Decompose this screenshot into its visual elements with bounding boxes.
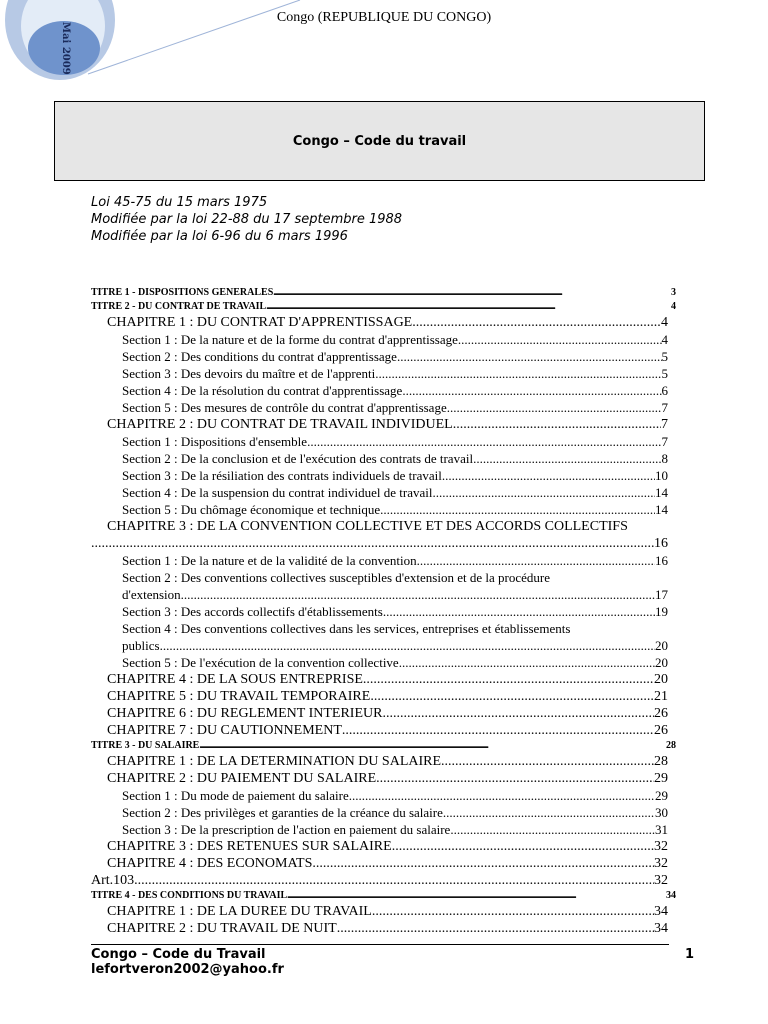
toc-entry-section[interactable]: Section 5 : Des mesures de contrôle du contrat d'apprentissage ..... 7 xyxy=(122,399,668,416)
law-references xyxy=(91,194,402,245)
toc-entry-titre-3[interactable]: TITRE 3 - DU SALAIRE ..... 28 xyxy=(91,739,676,753)
toc-entry-titre-4[interactable]: TITRE 4 - DES CONDITIONS DU TRAVAIL ..... 34 xyxy=(91,889,676,903)
toc-entry-titre-2[interactable]: TITRE 2 - DU CONTRAT DE TRAVAIL ..... 4 xyxy=(91,300,676,314)
title-box xyxy=(54,101,705,181)
toc-entry-section[interactable]: Section 3 : Des accords collectifs d'établissements ..... 19 xyxy=(122,603,668,620)
toc-entry-section[interactable]: Section 1 : De la nature et de la forme du contrat d'apprentissage ..... 4 xyxy=(122,331,668,348)
law-line: Loi 45-75 du 15 mars 1975 xyxy=(91,195,268,210)
toc-entry-chapitre[interactable]: CHAPITRE 6 : DU REGLEMENT INTERIEUR ..... 26 xyxy=(107,705,668,722)
toc-entry-chapitre[interactable]: CHAPITRE 2 : DU PAIEMENT DU SALAIRE ..... 29 xyxy=(107,770,668,787)
toc-entry-section[interactable]: Section 2 : De la conclusion et de l'exécution des contrats de travail ..... 8 xyxy=(122,450,668,467)
toc-entry-section[interactable]: Section 1 : De la nature et de la validité de la convention ..... 16 xyxy=(122,552,668,569)
document-title: Congo – Code du travail xyxy=(292,133,467,149)
toc-entry-section[interactable]: Section 2 : Des conditions du contrat d'apprentissage ..... 5 xyxy=(122,348,668,365)
toc-entry-chapitre[interactable]: CHAPITRE 1 : DE LA DUREE DU TRAVAIL ..... 34 xyxy=(107,903,668,920)
footer xyxy=(91,947,284,977)
toc-entry-section[interactable]: Section 4 : De la suspension du contrat individuel de travail ..... 14 xyxy=(122,484,668,501)
footer-email: lefortveron2002@yahoo.fr xyxy=(91,962,284,977)
toc-entry-section[interactable]: Section 4 : De la résolution du contrat d'apprentissage ..... 6 xyxy=(122,382,668,399)
footer-divider xyxy=(91,944,669,945)
toc-entry-chapitre[interactable]: CHAPITRE 1 : DU CONTRAT D'APPRENTISSAGE ..... 4 xyxy=(107,314,668,331)
toc-entry-section[interactable]: Section 3 : De la résiliation des contrats individuels de travail ..... 10 xyxy=(122,467,668,484)
toc-entry-section[interactable]: Section 5 : De l'exécution de la convention collective ..... 20 xyxy=(122,654,668,671)
toc-entry-section[interactable]: Section 2 : Des conventions collectives susceptibles d'extension et de la procédure d'extension ..... 17 xyxy=(122,569,668,603)
toc-entry-chapitre[interactable]: CHAPITRE 1 : DE LA DETERMINATION DU SALAIRE ..... 28 xyxy=(107,753,668,770)
toc-entry-section[interactable]: Section 1 : Du mode de paiement du salaire ..... 29 xyxy=(122,787,668,804)
toc-entry-chapitre[interactable]: CHAPITRE 2 : DU CONTRAT DE TRAVAIL INDIVIDUEL ..... 7 xyxy=(107,416,668,433)
table-of-contents xyxy=(91,286,678,937)
toc-entry-section[interactable]: Section 5 : Du chômage économique et technique ..... 14 xyxy=(122,501,668,518)
toc-entry-section[interactable]: Section 3 : De la prescription de l'action en paiement du salaire ..... 31 xyxy=(122,821,668,838)
toc-entry-section[interactable]: Section 2 : Des privilèges et garanties de la créance du salaire ..... 30 xyxy=(122,804,668,821)
law-line: Modifiée par la loi 6-96 du 6 mars 1996 xyxy=(91,229,348,244)
law-line: Modifiée par la loi 22-88 du 17 septembre 1988 xyxy=(91,212,403,227)
toc-entry-section[interactable]: Section 4 : Des conventions collectives dans les services, entreprises et établissements publics ..... 20 xyxy=(122,620,668,654)
page-number: 1 xyxy=(685,947,695,962)
toc-entry-chapitre[interactable]: CHAPITRE 4 : DE LA SOUS ENTREPRISE ..... 20 xyxy=(107,671,668,688)
toc-entry-chapitre[interactable]: CHAPITRE 2 : DU TRAVAIL DE NUIT ..... 34 xyxy=(107,920,668,937)
toc-entry-section[interactable]: Section 3 : Des devoirs du maître et de l'apprenti ..... 5 xyxy=(122,365,668,382)
toc-entry-chapitre[interactable]: CHAPITRE 5 : DU TRAVAIL TEMPORAIRE ..... 21 xyxy=(107,688,668,705)
toc-entry-chapitre[interactable]: CHAPITRE 3 : DES RETENUES SUR SALAIRE ..... 32 xyxy=(107,838,668,855)
toc-entry-chapitre[interactable]: CHAPITRE 7 : DU CAUTIONNEMENT ..... 26 xyxy=(107,722,668,739)
toc-entry-chapitre[interactable]: CHAPITRE 3 : DE LA CONVENTION COLLECTIVE ET DES ACCORDS COLLECTIFS ..... 16 xyxy=(107,518,668,552)
toc-entry-titre-1[interactable]: TITRE 1 - DISPOSITIONS GENERALES ..... 3 xyxy=(91,286,676,300)
toc-entry-section[interactable]: Section 1 : Dispositions d'ensemble ..... 7 xyxy=(122,433,668,450)
toc-entry-article[interactable]: Art.103 ..... 32 xyxy=(91,872,668,889)
footer-title: Congo – Code du Travail xyxy=(91,947,266,962)
page-header: Congo (REPUBLIQUE DU CONGO) xyxy=(276,10,492,25)
toc-entry-chapitre[interactable]: CHAPITRE 4 : DES ECONOMATS ..... 32 xyxy=(107,855,668,872)
date-label: Mai 2009 xyxy=(60,22,71,75)
